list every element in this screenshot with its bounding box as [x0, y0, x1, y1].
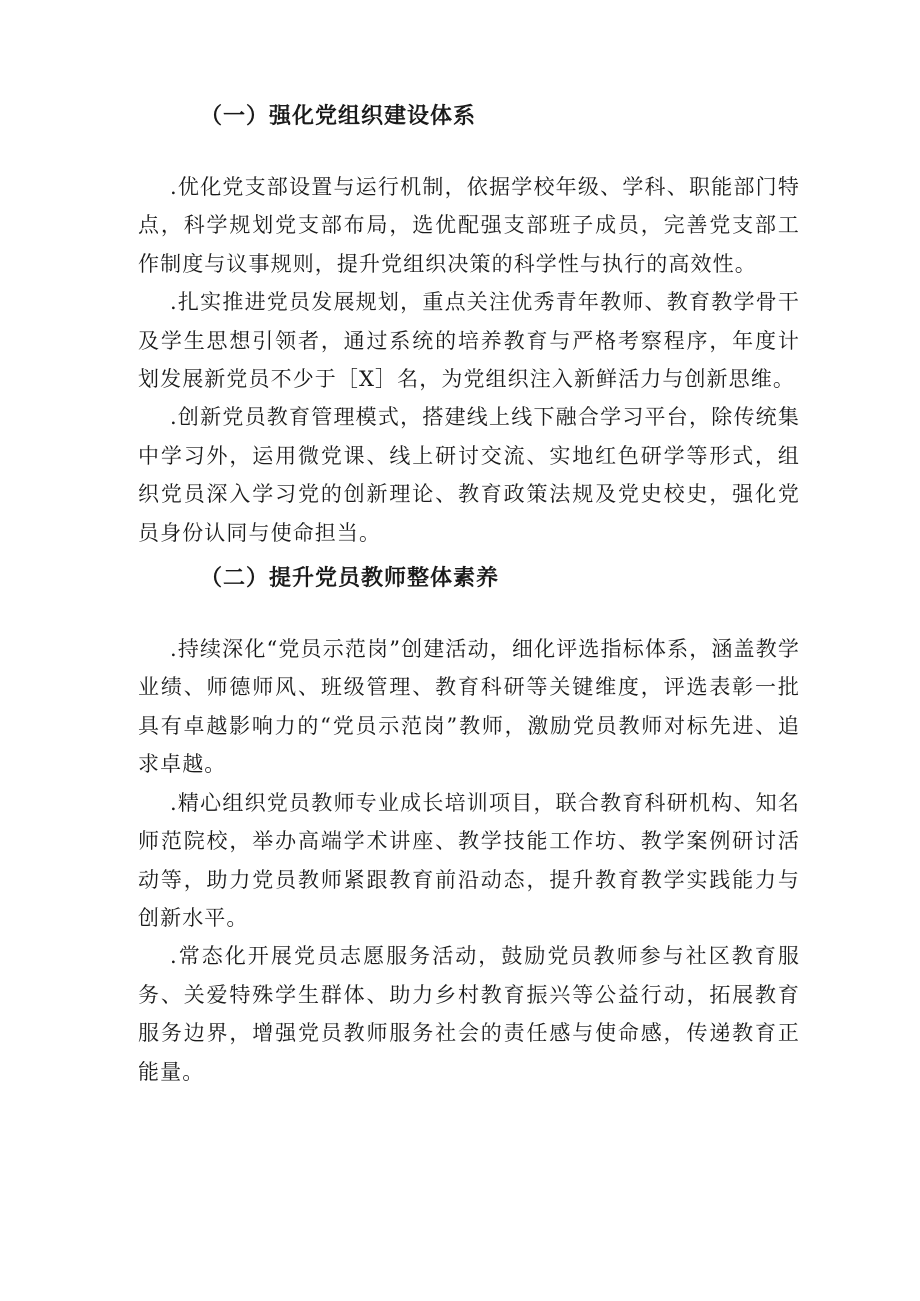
paragraph-2-1: .持续深化“党员示范岗”创建活动，细化评选指标体系，涵盖教学业绩、师德师风、班级管理、教育科研等关键维度，评选表彰一批具有卓越影响力的“党员示范岗”教师，激励党员教师对标先进、追求卓越。: [138, 637, 800, 777]
paragraph-1-3: .创新党员教育管理模式，搭建线上线下融合学习平台，除传统集中学习外，运用微党课、线上研讨交流、实地红色研学等形式，组织党员深入学习党的创新理论、教育政策法规及党史校史，强化党员身份认同与使命担当。: [138, 405, 800, 545]
paragraph-2-3: .常态化开展党员志愿服务活动，鼓励党员教师参与社区教育服务、关爱特殊学生群体、助力乡村教育振兴等公益行动，拓展教育服务边界，增强党员教师服务社会的责任感与使命感，传递教育正能量。: [138, 944, 800, 1084]
section-heading-2: （二）提升党员教师整体素养: [200, 566, 500, 592]
paragraph-1-2: .扎实推进党员发展规划，重点关注优秀青年教师、教育教学骨干及学生思想引领者，通过系统的培养教育与严格考察程序，年度计划发展新党员不少于［X］名，为党组织注入新鲜活力与创新思维。: [138, 290, 800, 392]
paragraph-2-2: .精心组织党员教师专业成长培训项目，联合教育科研机构、知名师范院校，举办高端学术讲座、教学技能工作坊、教学案例研讨活动等，助力党员教师紧跟教育前沿动态，提升教育教学实践能力与创新水平。: [138, 790, 800, 930]
section-heading-1: （一）强化党组织建设体系: [200, 104, 477, 129]
paragraph-1-1: .优化党支部设置与运行机制，依据学校年级、学科、职能部门特点，科学规划党支部布局，选优配强支部班子成员，完善党支部工作制度与议事规则，提升党组织决策的科学性与执行的高效性。: [138, 175, 800, 276]
